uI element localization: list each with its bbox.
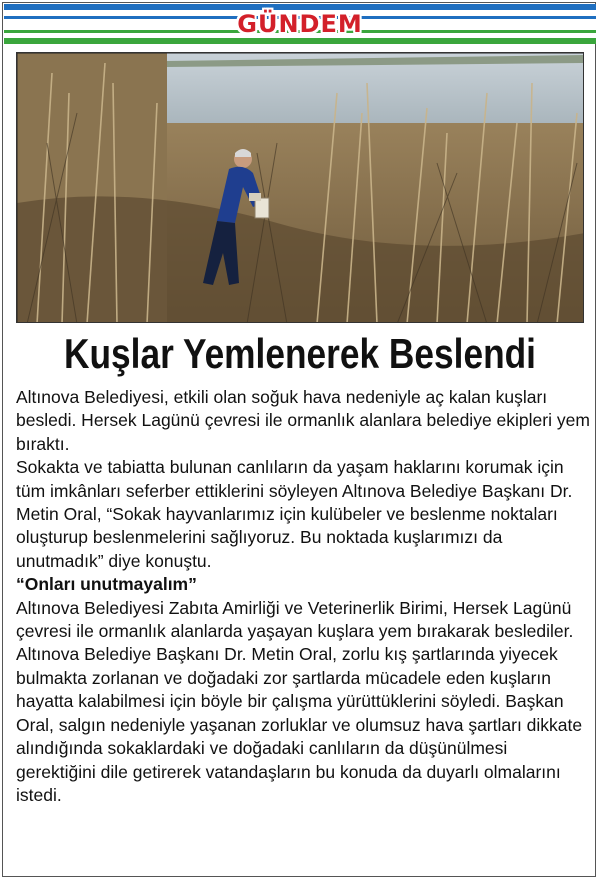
subheading: “Onları unutmayalım” <box>16 574 197 595</box>
section-title: GÜNDEM <box>237 10 363 38</box>
banner-stripe-green <box>4 38 596 44</box>
article-photo <box>16 52 584 323</box>
photo-icon <box>17 53 584 323</box>
paragraph: Altınova Belediyesi Zabıta Amirliği ve Veterinerlik Birimi, Hersek Lagünü çevresi ile ormanlık alanlarda yaşayan kuşlara yem bırakarak beslediler. <box>16 597 574 642</box>
section-banner <box>4 4 596 44</box>
paragraph: Sokakta ve tabiatta bulunan canlıların da yaşam haklarını korumak için tüm imkânları seferber ettiklerini söyleyen Altınova Belediye Başkanı Dr. Metin Oral, “Sokak hayvanlarımız için kulübeler ve beslenme noktaları oluşturup beslenmelerini sağlıyoruz. Bu noktada kuşlarımızı da unutmadık” diye konuştu. <box>16 457 573 571</box>
article-body <box>16 386 590 807</box>
paragraph: Altınova Belediyesi, etkili olan soğuk hava nedeniyle aç kalan kuşları besledi. Hersek Lagünü çevresi ile ormanlık alanlara belediye ekipleri yem bıraktı. <box>16 387 590 454</box>
article-headline: Kuşlar Yemlenerek Beslendi <box>64 330 536 377</box>
paragraph: Altınova Belediye Başkanı Dr. Metin Oral, zorlu kış şartlarında yiyecek bulmakta zorlanan ve doğadaki zor şartlarda mücadele eden kuşların hayatta kalabilmesi için böyle bir çalışma yürüttüklerini söyledi. Başkan Oral, salgın nedeniyle yaşanan zorluklar ve olumsuz hava şartları dikkate alındığında sokaklardaki ve doğadaki canlıların da düşünülmesi gerektiğini dile getirerek vatandaşların bu konuda da duyarlı olmalarını istedi. <box>16 644 583 805</box>
